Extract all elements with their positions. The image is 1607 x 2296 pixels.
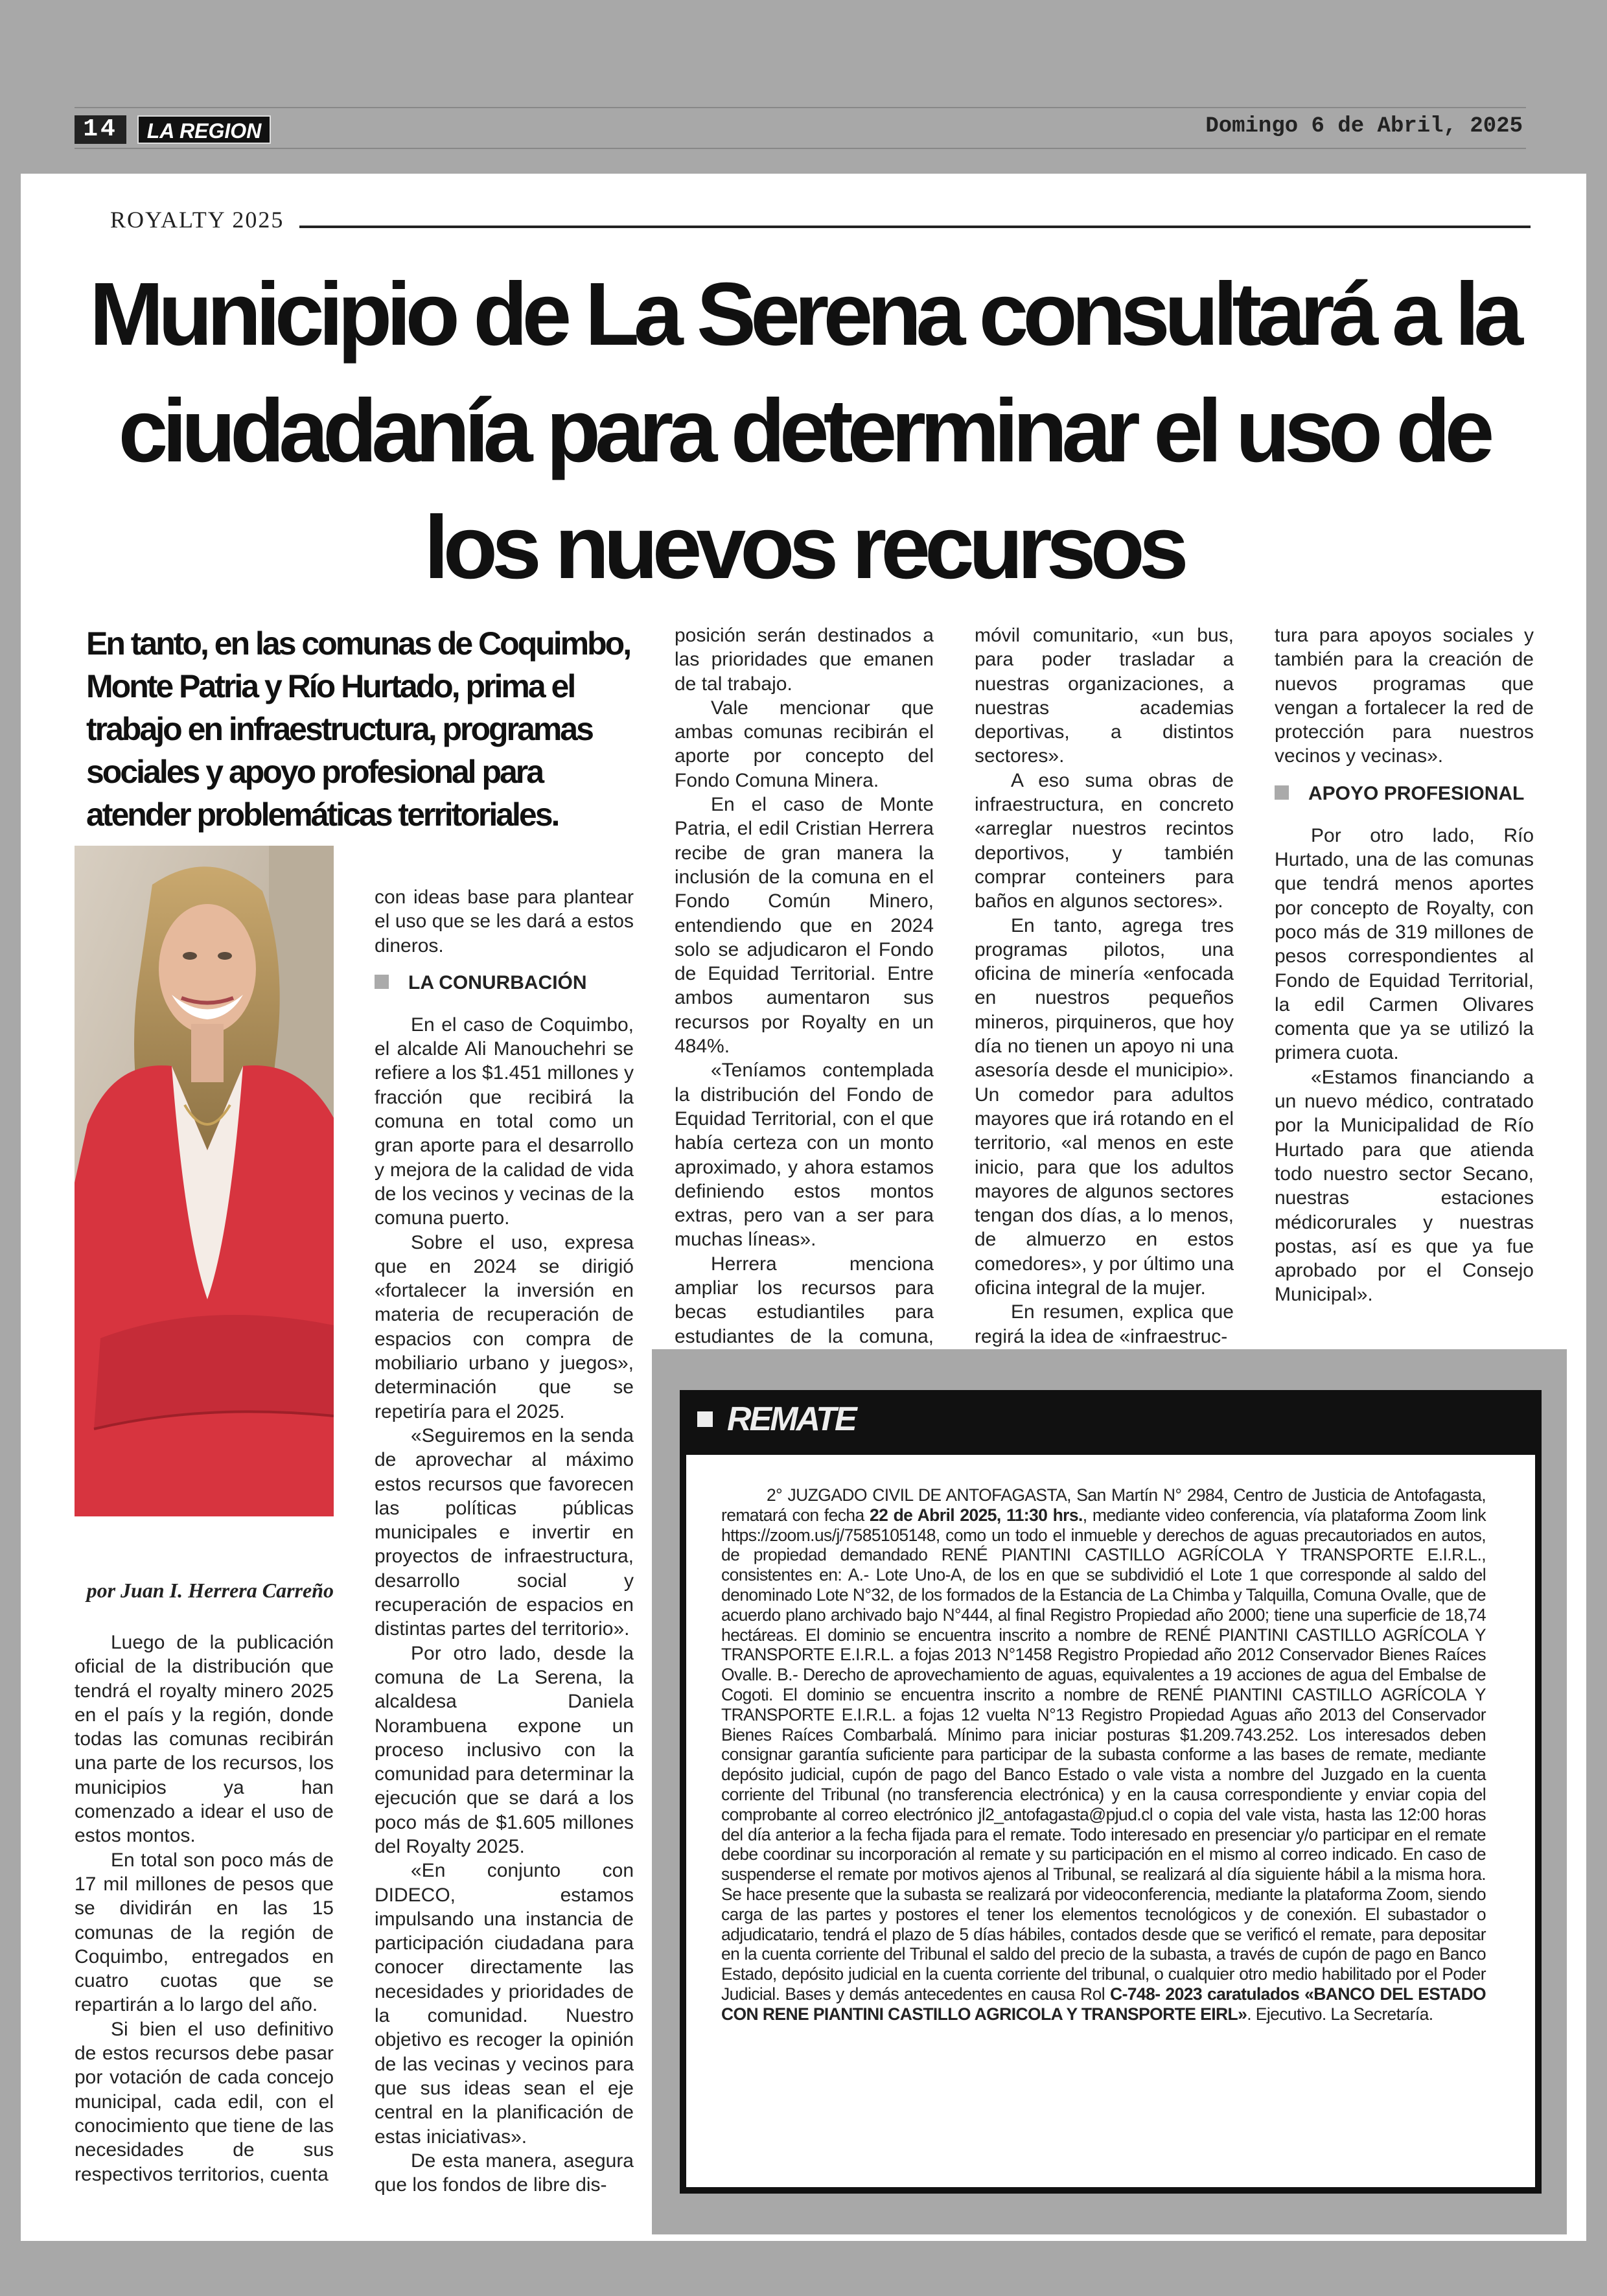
page-number: 14 [75,115,126,144]
paragraph: Herrera menciona ampliar los recursos para becas estudiantiles para estudiantes de la comuna, [675,1253,934,1347]
paragraph: En resumen, explica que regirá la idea de «infraestruc- [975,1301,1234,1347]
paragraph: con ideas base para plantear el uso que se les dará a estos dineros. [375,887,634,957]
paragraph: Vale mencionar que ambas comunas recibirán el aporte por concepto del Fondo Comuna Minera. [675,697,934,791]
paragraph: Si bien el uso definitivo de estos recursos debe pasar por votación de cada concejo municipal, cada edil, con el conocimiento que tiene de las necesidades de sus respectivos territorios, cuenta [75,2018,334,2185]
remate-date: 22 de Abril 2025, 11:30 hrs. [869,1505,1083,1525]
remate-text-part: , mediante video conferencia, vía plataforma Zoom link https://zoom.us/j/7585105148, como un todo el inmueble y derechos de aguas precautoriados en autos, de propiedad demandado RENÉ PIANTINI CASTILLO AGRÍCOLA Y TRANSPORTE E.I.R.L., consistentes en: A.- Lote Uno-A, de los en que se subdividió el Lote 1 que corresponde al saldo del denominado Lote N°32, de los formados de la Estancia de La Chimba y Talquilla, Comuna Ovalle, que de acuerdo plano archivado bajo N°444, al final Registro Propiedad año 2000; tiene una superficie de 18,74 hectáreas. El dominio se encuentra inscrito a nombre de RENÉ PIANTINI CASTILLO AGRÍCOLA Y TRANSPORTE E.I.R.L. a fojas 2013 N°1458 Registro Propiedad año 2012 Conservador Bienes Raíces Ovalle. B.- Derecho de aprovechamiento de aguas, equivalentes a 19 acciones de agua del Embalse de Cogoti. El dominio se encuentra inscrito a nombre de RENÉ PIANTINI CASTILLO AGRÍCOLA Y TRANSPORTE E.I.R.L. a fojas 12 vuelta N°13 Registro Propiedad Aguas año 2013 del Conservador Bienes Raíces Combarbalá. Mínimo para iniciar posturas $1.209.743.252. Los interesados deben consignar garantía suficiente para participar de la subasta conforme a las bases de remate, mediante depósito judicial, cupón de pago del Banco Estado o vale vista a nombre del Juzgado en la cuenta corriente del Tribunal (no transferencia electrónica) y en la causa correspondiente y enviar copia del comprobante al correo electrónico jl2_antofagasta@pjud.cl o copia del vale vista, hasta las 12:00 horas del día anterior a la fecha fijada para el remate. Todo interesado en presenciar y/o participar en el remate debe coordinar su incorporación al remate y su participación en el mismo al correo indicado. En caso de suspenderse el remate por motivos ajenos al Tribunal, se realizará al día siguiente hábil a la misma hora. Se hace presente que la subasta se realizará por videoconferencia, mediante la plataforma Zoom, siendo carga de las partes y postores el tener los elementos tecnológicos y de conexión. El subastador o adjudicatario, tendrá el plazo de 5 días hábiles, contados desde que se verificó el remate, para depositar en la cuenta corriente del Tribunal el saldo del precio de la subasta, a través de cupón de pago en Banco Estado, depósito judicial en la cuenta corriente del tribunal, o cualquier otro medio habilitado por el Poder Judicial. Bases y demás antecedentes en causa Rol [721,1505,1486,2004]
paragraph: posición serán destinados a las prioridades que emanen de tal trabajo. [675,625,934,695]
paragraph: móvil comunitario, «un bus, para poder trasladar a nuestras organizaciones, a nuestras academias deportivas, a distintos sectores». [975,625,1234,767]
bullet-square-icon [375,975,389,989]
remate-title [697,1400,855,1439]
paragraph: Luego de la publicación oficial de la distribución que tendrá el royalty minero 2025 en el país y la región, donde todas las comunas recibirán una parte de los recursos, los municipios ya han comenzado a idear el uso de estos montos. [75,1632,334,1847]
bullet-square-icon [697,1411,713,1427]
paragraph: A eso suma obras de infraestructura, en concreto «arreglar nuestros recintos deportivos, y también comprar conteiners para baños en algunos sectores». [975,769,1234,912]
article-column-2 [375,885,634,2197]
article-column-1 [75,1630,334,2186]
article-column-3 [675,623,934,1373]
paragraph: «En conjunto con DIDECO, estamos impulsando una instancia de participación ciudadana para conocer directamente las necesidades y prioridades de la comunidad. Nuestro objetivo es recoger la opinión de las vecinas y vecinos para que sus ideas sean el eje central en la planificación de estas iniciativas». [375,1860,634,2148]
subhead: En tanto, en las comunas de Coquimbo, Monte Patria y Río Hurtado, prima el trabajo en infraestructura, programas sociales y apoyo profesional para atender problemáticas territoriales. [86,625,630,833]
remate-notice-text [721,1485,1486,2024]
paragraph: Por otro lado, Río Hurtado, una de las comunas que tendrá menos aportes por concepto de Royalty, con poco más de 319 millones de pesos correspondientes al Fondo de Equidad Territorial, la edil Carmen Olivares comenta que ya se utilizó la primera cuota. [1275,824,1534,1064]
portrait-photo [75,846,334,1516]
header-rule-top [75,107,1526,108]
paragraph: En total son poco más de 17 mil millones de pesos que se dividirán en las 15 comunas de la región de Coquimbo, entregados en cuatro cuotas que se repartirán a lo largo del año. [75,1849,334,2016]
subtitle-text: LA CONURBACIÓN [408,971,587,993]
paragraph: «Seguiremos en la senda de aprovechar al máximo estos recursos que favorecen las políticas públicas municipales e invertir en proyectos de infraestructura, desarrollo social y recuperación de espacios en distintas partes del territorio». [375,1424,634,1640]
remate-title-text: REMATE [727,1400,855,1438]
remate-text-part: 2° JUZGADO CIVIL DE ANTOFAGASTA, San Martín N° 2984, Centro de Justicia de Antofagasta, rematará con fecha [721,1485,1486,1525]
paragraph: De esta manera, asegura que los fondos de libre dis- [375,2150,634,2196]
article-column-4 [975,623,1234,1349]
paragraph: Sobre el uso, expresa que en 2024 se dirigió «fortalecer la inversión en materia de recuperación de espacios con compra de mobiliario urbano y juegos», determinación que se repetiría para el 2025. [375,1231,634,1422]
paragraph: tura para apoyos sociales y también para la creación de nuevos programas que vengan a fortalecer la red de protección para nuestros vecinos y vecinas». [1275,625,1534,767]
paragraph: Por otro lado, desde la comuna de La Serena, la alcaldesa Daniela Norambuena expone un proceso inclusivo con la comunidad para determinar la ejecución que se dará a los poco más de $1.605 millones del Royalty 2025. [375,1642,634,1857]
bullet-square-icon [1275,785,1289,800]
headline: Municipio de La Serena consultará a la ciudadanía para determinar el uso de los nuevos recursos [89,264,1518,597]
masthead-logo: LA REGION [137,115,271,144]
remate-case-rol: C-748- 2023 caratulados «BANCO DEL ESTADO CON RENE PIANTINI CASTILLO AGRICOLA Y TRANSPORTE EIRL» [721,1984,1486,2024]
section-label: ROYALTY 2025 [110,207,284,233]
subtitle-apoyo-profesional [1275,782,1534,806]
paragraph: «Estamos financiando a un nuevo médico, contratado por la Municipalidad de Río Hurtado para que atienda todo nuestro sector Secano, nuestras estaciones médicorurales y nuestras postas, así es que ya fue aprobado por el Consejo Municipal». [1275,1066,1534,1306]
article-column-5 [1275,623,1534,1307]
header-rule-bottom [75,148,1526,149]
paragraph: «Teníamos contemplada la distribución del Fondo de Equidad Territorial, con el que había certeza con un monto aproximado, y ahora estamos definiendo estos montos extras, pero van a ser para muchas líneas». [675,1060,934,1251]
subtitle-text: APOYO PROFESIONAL [1308,782,1525,804]
section-rule [299,226,1531,228]
paragraph: En tanto, agrega tres programas pilotos, una oficina de minería «enfocada en nuestros pequeños mineros, pirquineros, que hoy día no tienen un apoyo ni una asesoría desde el municipio». Un comedor para adultos mayores que irá rotando en el territorio, «al menos en este inicio, para que los adultos mayores de algunos sectores tengan dos días, a lo menos, de almuerzo en estos comedores», y por último una oficina integral de la mujer. [975,914,1234,1299]
subtitle-la-conurbacion [375,971,634,995]
issue-date: Domingo 6 de Abril, 2025 [1205,114,1523,139]
paragraph: En el caso de Coquimbo, el alcalde Ali Manouchehri se refiere a los $1.451 millones y fracción que recibirá la comuna en total como un gran aporte para el desarrollo y mejora de la calidad de vida de los vecinos y vecinas de la comuna puerto. [375,1014,634,1229]
remate-text-part: . Ejecutivo. La Secretaría. [1247,2004,1433,2024]
byline: por Juan I. Herrera Carreño [86,1579,334,1602]
paragraph: En el caso de Monte Patria, el edil Cristian Herrera recibe de gran manera la inclusión de la comuna en el Fondo Común Minero, entendiendo que en 2024 solo se adjudicaron el Fondo de Equidad Territorial. Entre ambos aumentaron sus recursos por Royalty en un 484%. [675,794,934,1058]
